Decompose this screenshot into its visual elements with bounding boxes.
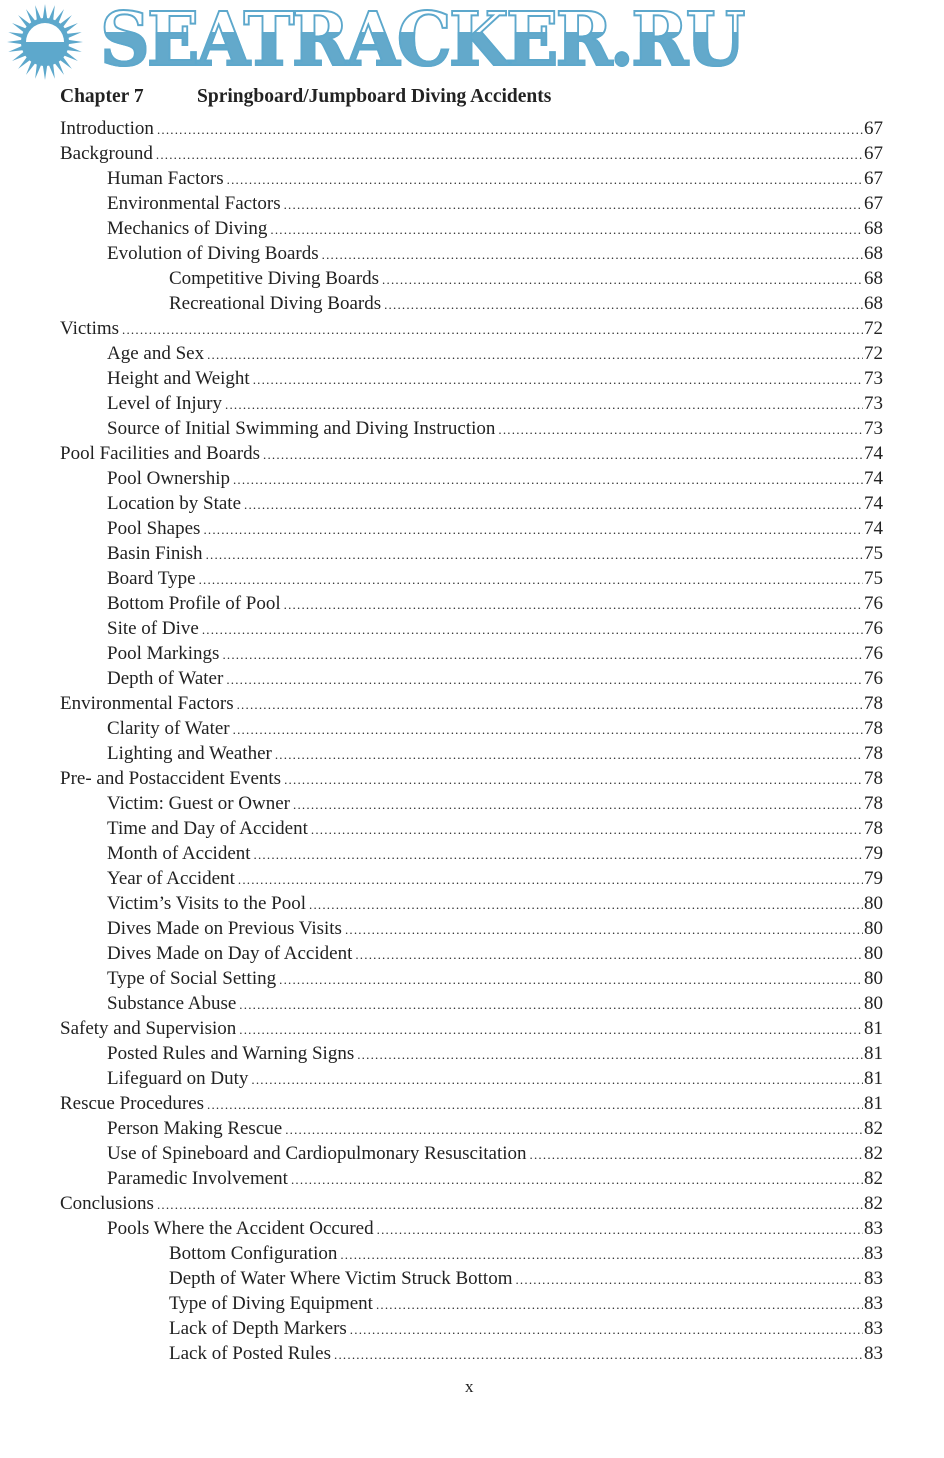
dot-leader (340, 1242, 863, 1267)
toc-entry-title: Safety and Supervision (60, 1018, 237, 1039)
toc-entry-page: 79 (864, 843, 883, 864)
dot-leader (357, 1042, 863, 1067)
dot-leader (239, 992, 863, 1017)
toc-entry-title: Time and Day of Accident (107, 818, 308, 839)
dot-leader (355, 942, 863, 967)
toc-entry-title: Mechanics of Diving (107, 218, 268, 239)
toc-entry-title: Clarity of Water (107, 718, 230, 739)
toc-entry (60, 416, 883, 441)
toc-entry-page: 78 (864, 793, 883, 814)
toc-entry-title: Paramedic Involvement (107, 1168, 288, 1189)
toc-entry (60, 291, 883, 316)
toc-entry-page: 72 (864, 318, 883, 339)
table-of-contents (60, 116, 883, 1366)
dot-leader (275, 742, 863, 767)
toc-entry (60, 916, 883, 941)
toc-entry-page: 74 (864, 468, 883, 489)
toc-entry-title: Rescue Procedures (60, 1093, 205, 1114)
toc-entry (60, 241, 883, 266)
toc-entry-title: Conclusions (60, 1193, 154, 1214)
toc-entry-page: 78 (864, 718, 883, 739)
toc-entry (60, 1316, 883, 1341)
dot-leader (157, 1192, 863, 1217)
toc-entry-title: Victim: Guest or Owner (107, 793, 291, 814)
toc-entry-title: Recreational Diving Boards (169, 293, 382, 314)
dot-leader (156, 142, 863, 167)
toc-entry-page: 81 (864, 1043, 883, 1064)
dot-leader (122, 317, 863, 342)
toc-entry-title: Height and Weight (107, 368, 250, 389)
dot-leader (207, 1092, 863, 1117)
toc-entry-page: 78 (864, 818, 883, 839)
dot-leader (233, 467, 863, 492)
toc-entry (60, 491, 883, 516)
toc-entry-title: Dives Made on Day of Accident (107, 943, 353, 964)
toc-entry (60, 1191, 883, 1216)
dot-leader (226, 667, 863, 692)
dot-leader (225, 392, 863, 417)
toc-entry-page: 67 (864, 168, 883, 189)
toc-entry (60, 1041, 883, 1066)
dot-leader (222, 642, 863, 667)
dot-leader (350, 1317, 863, 1342)
toc-entry-page: 80 (864, 893, 883, 914)
toc-entry-page: 83 (864, 1243, 883, 1264)
watermark-text: SEATRACKER.RU (100, 0, 743, 83)
toc-entry (60, 766, 883, 791)
toc-entry-page: 72 (864, 343, 883, 364)
toc-entry (60, 641, 883, 666)
toc-entry (60, 1091, 883, 1116)
toc-entry (60, 941, 883, 966)
toc-entry-title: Evolution of Diving Boards (107, 243, 319, 264)
toc-entry (60, 1116, 883, 1141)
toc-entry-title: Location by State (107, 493, 242, 514)
toc-entry-page: 82 (864, 1118, 883, 1139)
toc-entry (60, 541, 883, 566)
toc-entry (60, 841, 883, 866)
toc-entry-title: Pool Ownership (107, 468, 230, 489)
toc-entry-page: 74 (864, 518, 883, 539)
dot-leader (384, 292, 863, 317)
toc-entry-title: Pool Facilities and Boards (60, 443, 261, 464)
toc-entry-title: Substance Abuse (107, 993, 237, 1014)
toc-entry-page: 81 (864, 1093, 883, 1114)
toc-entry-page: 80 (864, 943, 883, 964)
toc-entry-title: Source of Initial Swimming and Diving Instruction (107, 418, 496, 439)
chapter-title: Springboard/Jumpboard Diving Accidents (197, 86, 552, 107)
dot-leader (202, 617, 863, 642)
toc-entry-title: Lighting and Weather (107, 743, 272, 764)
toc-entry-title: Type of Diving Equipment (169, 1293, 373, 1314)
dot-leader (293, 792, 863, 817)
toc-entry-page: 78 (864, 743, 883, 764)
toc-entry-title: Depth of Water Where Victim Struck Bottom (169, 1268, 513, 1289)
toc-entry (60, 991, 883, 1016)
toc-entry (60, 1291, 883, 1316)
dot-leader (322, 242, 863, 267)
toc-entry-title: Victims (60, 318, 120, 339)
toc-entry (60, 1341, 883, 1366)
toc-entry-page: 82 (864, 1168, 883, 1189)
toc-entry-page: 81 (864, 1018, 883, 1039)
toc-entry (60, 366, 883, 391)
dot-leader (311, 817, 863, 842)
toc-entry (60, 216, 883, 241)
toc-entry-page: 76 (864, 593, 883, 614)
dot-leader (377, 1217, 863, 1242)
toc-entry-page: 82 (864, 1143, 883, 1164)
dot-leader (239, 1017, 863, 1042)
dot-leader (284, 192, 863, 217)
toc-entry-page: 83 (864, 1293, 883, 1314)
toc-entry (60, 341, 883, 366)
dot-leader (253, 367, 863, 392)
dot-leader (284, 767, 863, 792)
dot-leader (345, 917, 863, 942)
toc-entry-page: 75 (864, 568, 883, 589)
toc-entry-title: Pools Where the Accident Occured (107, 1218, 374, 1239)
toc-entry-title: Basin Finish (107, 543, 203, 564)
dot-leader (382, 267, 863, 292)
toc-entry-page: 74 (864, 443, 883, 464)
page-number: x (465, 1377, 474, 1396)
toc-entry-page: 83 (864, 1343, 883, 1364)
toc-entry-title: Victim’s Visits to the Pool (107, 893, 306, 914)
dot-leader (207, 342, 863, 367)
toc-entry (60, 466, 883, 491)
toc-entry-page: 76 (864, 618, 883, 639)
dot-leader (376, 1292, 863, 1317)
toc-entry (60, 741, 883, 766)
toc-entry-title: Lifeguard on Duty (107, 1068, 249, 1089)
dot-leader (254, 842, 863, 867)
toc-entry (60, 141, 883, 166)
toc-entry (60, 191, 883, 216)
dot-leader (233, 717, 863, 742)
toc-entry (60, 616, 883, 641)
toc-entry-page: 76 (864, 643, 883, 664)
toc-entry-title: Level of Injury (107, 393, 223, 414)
toc-entry (60, 591, 883, 616)
toc-entry (60, 1141, 883, 1166)
toc-entry-page: 68 (864, 293, 883, 314)
toc-entry (60, 816, 883, 841)
toc-entry-title: Person Making Rescue (107, 1118, 283, 1139)
toc-entry (60, 791, 883, 816)
toc-entry-page: 80 (864, 993, 883, 1014)
dot-leader (238, 867, 863, 892)
toc-entry-page: 68 (864, 218, 883, 239)
toc-entry-title: Pool Shapes (107, 518, 201, 539)
toc-entry (60, 316, 883, 341)
toc-entry (60, 166, 883, 191)
toc-entry-page: 73 (864, 418, 883, 439)
toc-entry-title: Pre- and Postaccident Events (60, 768, 282, 789)
dot-leader (237, 692, 863, 717)
toc-entry (60, 516, 883, 541)
toc-entry-title: Competitive Diving Boards (169, 268, 380, 289)
dot-leader (530, 1142, 863, 1167)
toc-entry-page: 81 (864, 1068, 883, 1089)
dot-leader (279, 967, 863, 992)
chapter-heading (60, 86, 552, 108)
toc-entry-title: Lack of Depth Markers (169, 1318, 347, 1339)
toc-entry (60, 1016, 883, 1041)
dot-leader (498, 417, 863, 442)
toc-entry-page: 79 (864, 868, 883, 889)
toc-entry-page: 73 (864, 393, 883, 414)
toc-entry (60, 666, 883, 691)
dot-leader (285, 1117, 863, 1142)
toc-entry-title: Lack of Posted Rules (169, 1343, 332, 1364)
toc-entry-page: 83 (864, 1318, 883, 1339)
chapter-number: Chapter 7 (60, 86, 144, 107)
dot-leader (251, 1067, 863, 1092)
toc-entry-page: 83 (864, 1218, 883, 1239)
toc-entry-page: 67 (864, 193, 883, 214)
dot-leader (334, 1342, 863, 1367)
toc-entry-title: Bottom Configuration (169, 1243, 338, 1264)
toc-entry-page: 78 (864, 768, 883, 789)
toc-entry-title: Environmental Factors (107, 193, 281, 214)
dot-leader (515, 1267, 863, 1292)
toc-entry (60, 716, 883, 741)
toc-entry-title: Background (60, 143, 153, 164)
toc-entry (60, 1266, 883, 1291)
toc-entry-page: 67 (864, 143, 883, 164)
toc-entry-title: Posted Rules and Warning Signs (107, 1043, 355, 1064)
toc-entry-title: Month of Accident (107, 843, 251, 864)
toc-entry-title: Dives Made on Previous Visits (107, 918, 342, 939)
toc-entry-page: 74 (864, 493, 883, 514)
toc-entry-page: 80 (864, 918, 883, 939)
toc-entry-title: Introduction (60, 118, 154, 139)
dot-leader (227, 167, 863, 192)
toc-entry-page: 68 (864, 243, 883, 264)
dot-leader (270, 217, 863, 242)
dot-leader (157, 117, 863, 142)
toc-entry-page: 67 (864, 118, 883, 139)
toc-entry-page: 80 (864, 968, 883, 989)
toc-entry (60, 441, 883, 466)
toc-entry-title: Site of Dive (107, 618, 199, 639)
toc-entry-page: 82 (864, 1193, 883, 1214)
toc-entry-page: 83 (864, 1268, 883, 1289)
toc-entry-title: Environmental Factors (60, 693, 234, 714)
toc-entry (60, 1166, 883, 1191)
toc-entry-title: Human Factors (107, 168, 224, 189)
dot-leader (244, 492, 863, 517)
dot-leader (199, 567, 863, 592)
toc-entry-title: Board Type (107, 568, 196, 589)
dot-leader (206, 542, 863, 567)
dot-leader (203, 517, 863, 542)
toc-entry-page: 76 (864, 668, 883, 689)
dot-leader (263, 442, 863, 467)
toc-entry-title: Depth of Water (107, 668, 224, 689)
toc-entry-title: Use of Spineboard and Cardiopulmonary Resuscitation (107, 1143, 527, 1164)
toc-entry-title: Age and Sex (107, 343, 205, 364)
toc-entry (60, 266, 883, 291)
toc-entry (60, 116, 883, 141)
toc-entry (60, 1241, 883, 1266)
toc-entry-title: Year of Accident (107, 868, 235, 889)
toc-entry (60, 866, 883, 891)
toc-entry (60, 891, 883, 916)
toc-entry-page: 73 (864, 368, 883, 389)
toc-entry-page: 68 (864, 268, 883, 289)
toc-entry-title: Pool Markings (107, 643, 220, 664)
toc-entry-page: 75 (864, 543, 883, 564)
toc-entry-page: 78 (864, 693, 883, 714)
toc-entry (60, 566, 883, 591)
dot-leader (291, 1167, 863, 1192)
toc-entry-title: Type of Social Setting (107, 968, 277, 989)
toc-entry (60, 1066, 883, 1091)
dot-leader (309, 892, 863, 917)
toc-entry-title: Bottom Profile of Pool (107, 593, 281, 614)
toc-entry (60, 691, 883, 716)
toc-entry (60, 1216, 883, 1241)
toc-entry (60, 391, 883, 416)
dot-leader (284, 592, 863, 617)
toc-entry (60, 966, 883, 991)
